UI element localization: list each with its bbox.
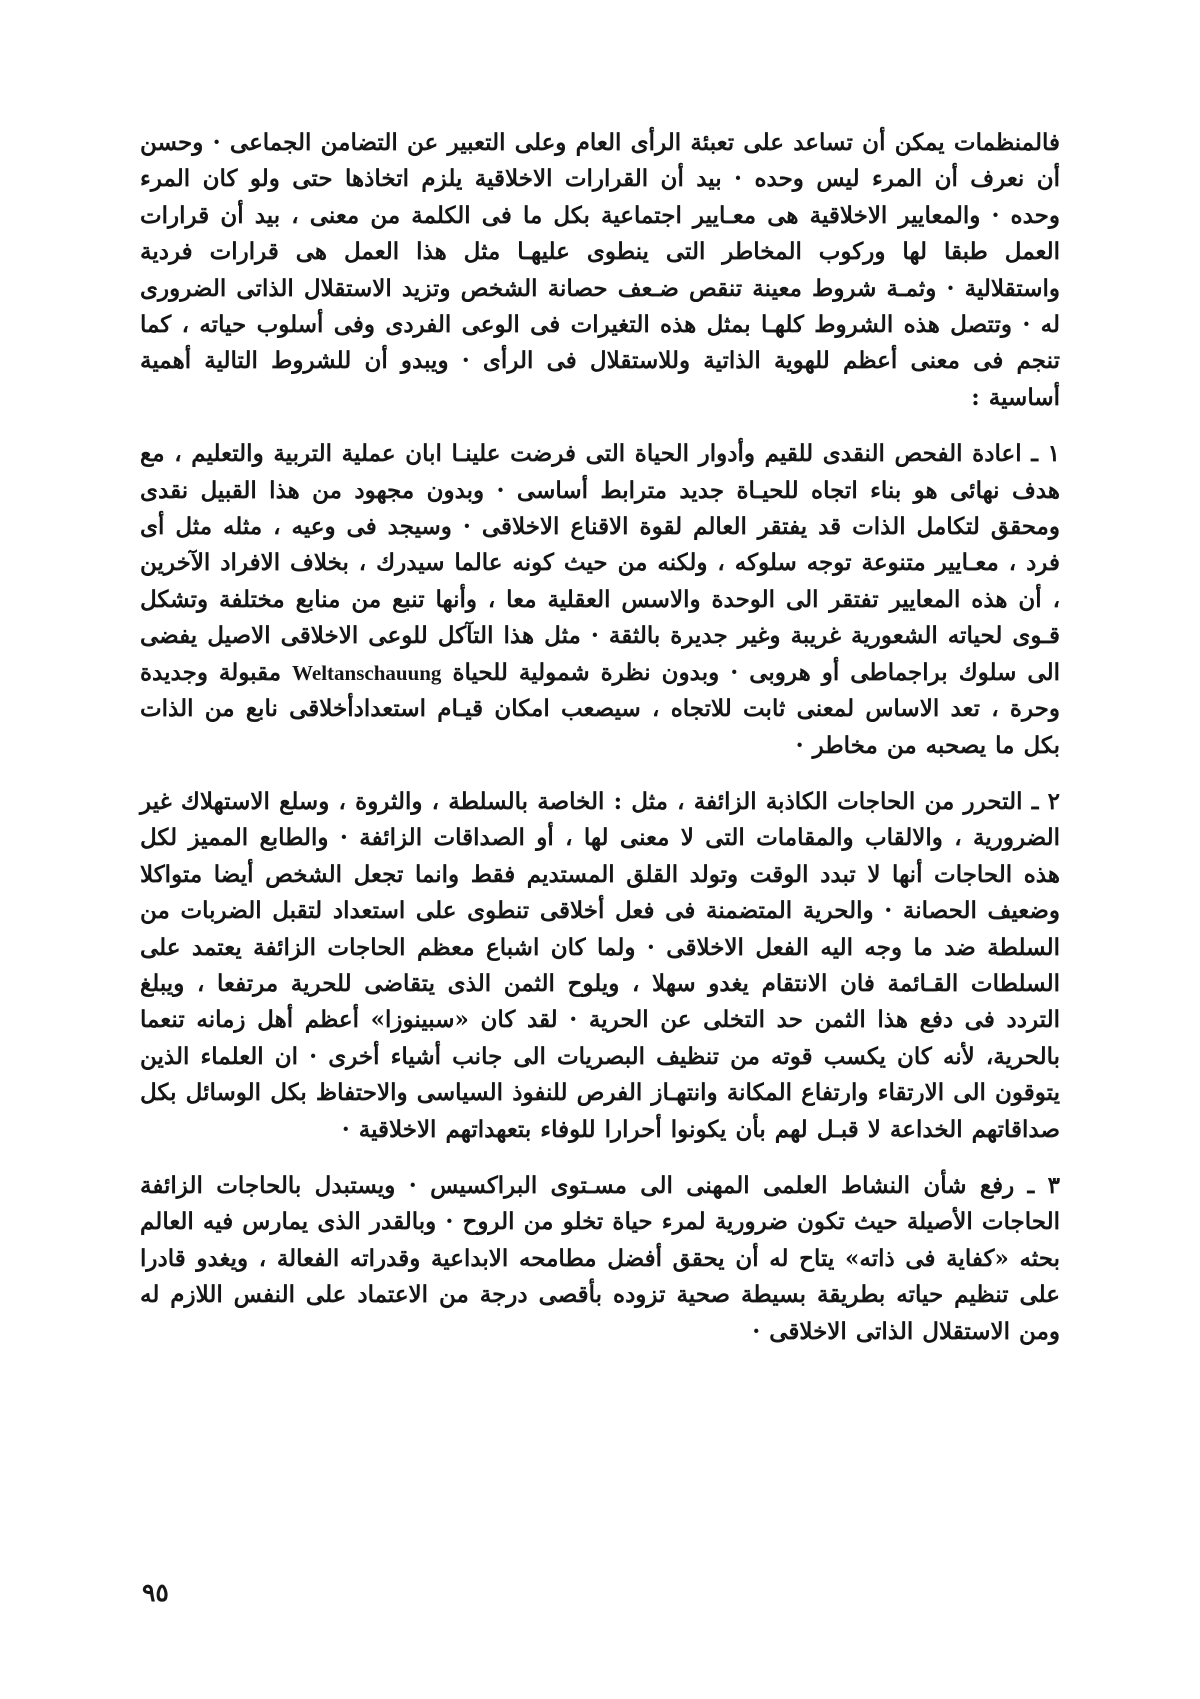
paragraph-intro-text: فالمنظمات يمكن أن تساعد على تعبئة الرأى العام وعلى التعبير عن التضامن الجماعى · وحسن أن نعرف أن المرء ليس وحده · بيد أن القرارات الاخلاقية يلزم اتخاذها حتى ولو كان المرء وحده · والمعايير الاخلاقية هى معـايير اجتماعية بكل ما فى الكلمة من معنى ، بيد أن قرارات العمل طبقا لها وركوب المخاطر التى ينطوى عليهـا مثل هذا العمل هى قرارات فردية واستقلالية · وثمـة شروط معينة تنقص ضـعف حصانة الشخص وتزيد الاستقلال الذاتى الضرورى له · وتتصل هذه الشروط كلهـا بمثل هذه التغيرات فى الوعى الفردى وفى أسلوب حياته ، كما تنجم فى معنى أعظم للهوية الذاتية وللاستقلال فى الرأى · ويبدو أن للشروط التالية أهمية أساسية :: [140, 129, 1060, 411]
paragraph-point-3-text: ٣ ـ رفع شأن النشاط العلمى المهنى الى مسـتوى البراكسيس · ويستبدل بالحاجات الزائفة الحاجات الأصيلة حيث تكون ضرورية لمرء حياة تخلو من الروح · وبالقدر الذى يمارس فيه العالم بحثه «كفاية فى ذاته» يتاح له أن يحقق أفضل مطامحه الابداعية وقدراته الفعالة ، ويغدو قادرا على تنظيم حياته بطريقة بسيطة صحية تزوده بأقصى درجة من الاعتماد على النفس اللازم له ومن الاستقلال الذاتى الاخلاقى ·: [140, 1171, 1060, 1345]
page-body: [140, 125, 1060, 1350]
paragraph-point-2: [140, 784, 1060, 1148]
foreign-term-weltanschauung: Weltanschauung: [292, 660, 442, 685]
paragraph-point-3: [140, 1168, 1060, 1350]
paragraph-intro: [140, 125, 1060, 416]
paragraph-point-1: [140, 436, 1060, 764]
page-number: ٩٥: [142, 1578, 169, 1607]
paragraph-point-1-text: ١ ـ اعادة الفحص النقدى للقيم وأدوار الحياة التى فرضت علينـا ابان عملية التربية والتعليم ، مع هدف نهائى هو بناء اتجاه للحيـاة جديد مترابط أساسى · وبدون مجهود من هذا القبيل نقدى ومحقق لتكامل الذات قد يفتقر العالم لقوة الاقناع الاخلاقى · وسيجد فى وعيه ، مثله مثل أى فرد ، معـايير متنوعة توجه سلوكه ، ولكنه من حيث كونه عالما سيدرك ، بخلاف الافراد الآخرين ، أن هذه المعايير تفتقر الى الوحدة والاسس العقلية معا ، وأنها تنبع من منابع مختلفة وتشكل قـوى لحياته الشعورية غريبة وغير جديرة بالثقة · مثل هذا التآكل للوعى الاخلاقى الاصيل يفضى الى سلوك براجماطى أو هروبى · وبدون نظرة شمولية للحياة: [140, 440, 1060, 686]
paragraph-point-1-continuation: مقبولة وجديدة وحرة ، تعد الاساس لمعنى ثابت للاتجاه ، سيصعب امكان قيـام استعدادأخلاقى نابع من الذات بكل ما يصحبه من مخاطر ·: [140, 658, 1060, 759]
paragraph-point-2-text: ٢ ـ التحرر من الحاجات الكاذبة الزائفة ، مثل : الخاصة بالسلطة ، والثروة ، وسلع الاستهلاك غير الضرورية ، والالقاب والمقامات التى لا معنى لها ، أو الصداقات الزائفة · والطابع المميز لكل هذه الحاجات أنها لا تبدد الوقت وتولد القلق المستديم فقط وانما تجعل الشخص أيضا متواكلا وضعيف الحصانة · والحرية المتضمنة فى فعل أخلاقى تنطوى على استعداد لتقبل الضربات من السلطة ضد ما وجه اليه الفعل الاخلاقى · ولما كان اشباع معظم الحاجات الزائفة يعتمد على السلطات القـائمة فان الانتقام يغدو سهلا ، ويلوح الثمن الذى يتقاضى للحرية مرتفعا ، ويبلغ التردد فى دفع هذا الثمن حد التخلى عن الحرية · لقد كان «سبينوزا» أعظم أهل زمانه تنعما بالحرية، لأنه كان يكسب قوته من تنظيف البصريات الى جانب أشياء أخرى · ان العلماء الذين يتوقون الى الارتقاء وارتفاع المكانة وانتهـاز الفرص للنفوذ السياسى والاحتفاظ بكل الوسائل بكل صداقاتهم الخداعة لا قبـل لهم بأن يكونوا أحرارا للوفاء بتعهداتهم الاخلاقية ·: [140, 787, 1060, 1143]
